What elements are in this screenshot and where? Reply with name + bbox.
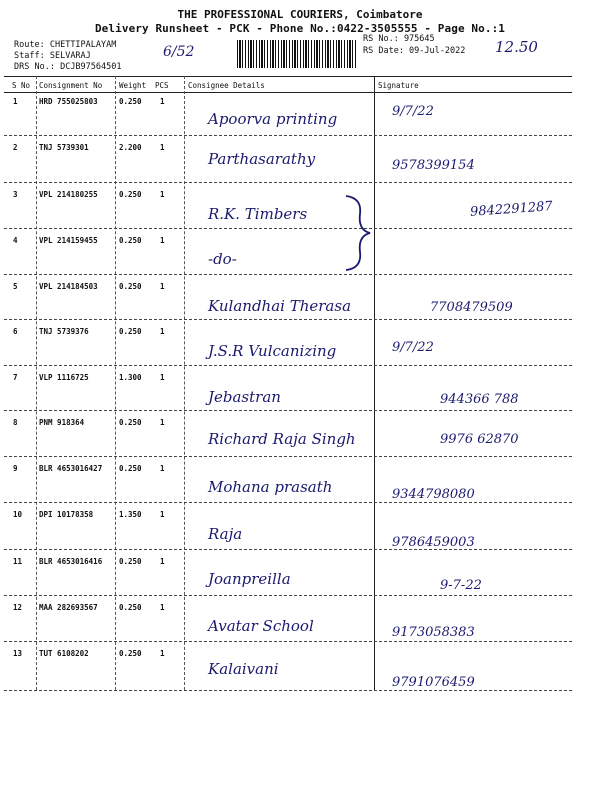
pieces-count: 1 — [160, 143, 165, 152]
signature-note: 9791076459 — [392, 675, 475, 690]
serial-number: 11 — [13, 557, 23, 566]
consignee-name: Kalaivani — [208, 660, 279, 678]
drs-label: DRS No.: — [14, 62, 55, 72]
header-bottom-rule — [4, 92, 572, 93]
consignment-number: VLP 1116725 — [39, 373, 89, 382]
column-header-consno: Consignment No — [39, 81, 103, 90]
consignment-number: VPL 214180255 — [39, 190, 98, 199]
brace-mark — [340, 192, 376, 274]
route-value: CHETTIPALAYAM — [49, 40, 117, 50]
consignment-number: MAA 282693567 — [39, 603, 98, 612]
row-separator — [4, 549, 572, 550]
route-line — [14, 40, 116, 50]
consignee-name: Raja — [208, 525, 243, 543]
runsheet-subtitle: Delivery Runsheet - PCK - Phone No.:0422-3505555 - Page No.:1 — [94, 22, 506, 35]
signature-note: 9-7-22 — [440, 578, 482, 593]
weight-value: 0.250 — [119, 603, 142, 612]
signature-note: 9344798080 — [392, 487, 475, 502]
consignee-name: Kulandhai Therasa — [208, 297, 352, 315]
weight-value: 0.250 — [119, 464, 142, 473]
drs-line — [14, 62, 122, 72]
signature-note: 7708479509 — [430, 300, 513, 315]
consignment-number: DPI 10178358 — [39, 510, 94, 519]
serial-number: 4 — [13, 236, 18, 245]
col-divider — [115, 76, 116, 690]
pieces-count: 1 — [160, 190, 165, 199]
row-separator — [4, 456, 572, 457]
weight-value: 0.250 — [119, 282, 142, 291]
signature-note: 944366 788 — [440, 392, 519, 407]
row-separator — [4, 410, 572, 411]
consignment-number: BLR 4653016427 — [39, 464, 103, 473]
row-separator — [4, 182, 572, 183]
consignee-name: Mohana prasath — [208, 478, 333, 496]
pieces-count: 1 — [160, 236, 165, 245]
consignment-number: TUT 6108202 — [39, 649, 89, 658]
serial-number: 5 — [13, 282, 18, 291]
signature-note: 9976 62870 — [440, 432, 519, 447]
consignee-name: J.S.R Vulcanizing — [208, 342, 337, 360]
row-separator — [4, 595, 572, 596]
column-header-signature: Signature — [378, 81, 419, 90]
consignment-number: BLR 4653016416 — [39, 557, 103, 566]
pieces-count: 1 — [160, 282, 165, 291]
signature-note: 9786459003 — [392, 535, 475, 550]
company-title: THE PROFESSIONAL COURIERS, Coimbatore — [177, 8, 423, 21]
col-divider — [374, 76, 375, 690]
drs-value: DCJB97564501 — [60, 62, 122, 72]
serial-number: 13 — [13, 649, 23, 658]
pieces-count: 1 — [160, 510, 165, 519]
serial-number: 8 — [13, 418, 18, 427]
serial-number: 6 — [13, 327, 18, 336]
weight-value: 0.250 — [119, 97, 142, 106]
col-divider — [36, 76, 37, 690]
consignee-name: Avatar School — [208, 617, 314, 635]
column-header-consignee: Consignee Details — [188, 81, 265, 90]
serial-number: 3 — [13, 190, 18, 199]
consignee-name: Parthasarathy — [208, 150, 316, 168]
weight-value: 2.200 — [119, 143, 142, 152]
serial-number: 7 — [13, 373, 18, 382]
signature-note: 9173058383 — [392, 625, 475, 640]
staff-value: SELVARAJ — [49, 51, 91, 61]
pieces-count: 1 — [160, 97, 165, 106]
handwritten-time: 12.50 — [495, 38, 538, 56]
row-separator — [4, 228, 572, 229]
pieces-count: 1 — [160, 373, 165, 382]
col-divider — [184, 76, 185, 690]
serial-number: 2 — [13, 143, 18, 152]
serial-number: 1 — [13, 97, 18, 106]
staff-label: Staff: — [14, 51, 45, 61]
weight-value: 1.300 — [119, 373, 142, 382]
column-header-pcs: PCS — [155, 81, 169, 90]
consignment-number: VPL 214184503 — [39, 282, 98, 291]
pieces-count: 1 — [160, 464, 165, 473]
pieces-count: 1 — [160, 649, 165, 658]
weight-value: 0.250 — [119, 418, 142, 427]
weight-value: 0.250 — [119, 236, 142, 245]
weight-value: 0.250 — [119, 327, 142, 336]
serial-number: 10 — [13, 510, 23, 519]
row-separator — [4, 274, 572, 275]
rs-number: RS No.: 975645 — [363, 34, 435, 44]
pieces-count: 1 — [160, 603, 165, 612]
weight-value: 0.250 — [119, 649, 142, 658]
consignment-number: TNJ 5739376 — [39, 327, 89, 336]
weight-value: 0.250 — [119, 557, 142, 566]
consignee-name: Richard Raja Singh — [208, 430, 356, 448]
route-label: Route: — [14, 40, 45, 50]
consignee-name: -do- — [208, 250, 237, 268]
pieces-count: 1 — [160, 557, 165, 566]
column-header-weight: Weight — [119, 81, 147, 90]
consignee-name: Joanpreilla — [208, 570, 291, 588]
signature-note: 9/7/22 — [392, 104, 434, 119]
serial-number: 9 — [13, 464, 18, 473]
row-separator — [4, 641, 572, 642]
weight-value: 1.350 — [119, 510, 142, 519]
consignee-name: Jebastran — [208, 388, 281, 406]
consignment-number: VPL 214159455 — [39, 236, 98, 245]
rs-date: RS Date: 09-Jul-2022 — [363, 46, 466, 56]
serial-number: 12 — [13, 603, 23, 612]
consignee-name: Apoorva printing — [208, 110, 338, 128]
column-header-sno: S No — [12, 81, 31, 90]
barcode — [237, 40, 357, 68]
signature-note: 9578399154 — [392, 158, 475, 173]
handwritten-fraction: 6/52 — [163, 44, 195, 60]
pieces-count: 1 — [160, 327, 165, 336]
staff-line — [14, 51, 91, 61]
consignment-number: PNM 918364 — [39, 418, 85, 427]
row-separator — [4, 135, 572, 136]
row-separator — [4, 365, 572, 366]
row-separator — [4, 319, 572, 320]
row-separator — [4, 502, 572, 503]
signature-note: 9/7/22 — [392, 340, 434, 355]
consignment-number: TNJ 5739301 — [39, 143, 89, 152]
pieces-count: 1 — [160, 418, 165, 427]
signature-note: 9842291287 — [469, 199, 554, 220]
weight-value: 0.250 — [119, 190, 142, 199]
consignee-name: R.K. Timbers — [208, 205, 308, 223]
row-separator — [4, 690, 572, 691]
consignment-number: HRD 755025803 — [39, 97, 98, 106]
table-top-rule — [4, 76, 572, 77]
